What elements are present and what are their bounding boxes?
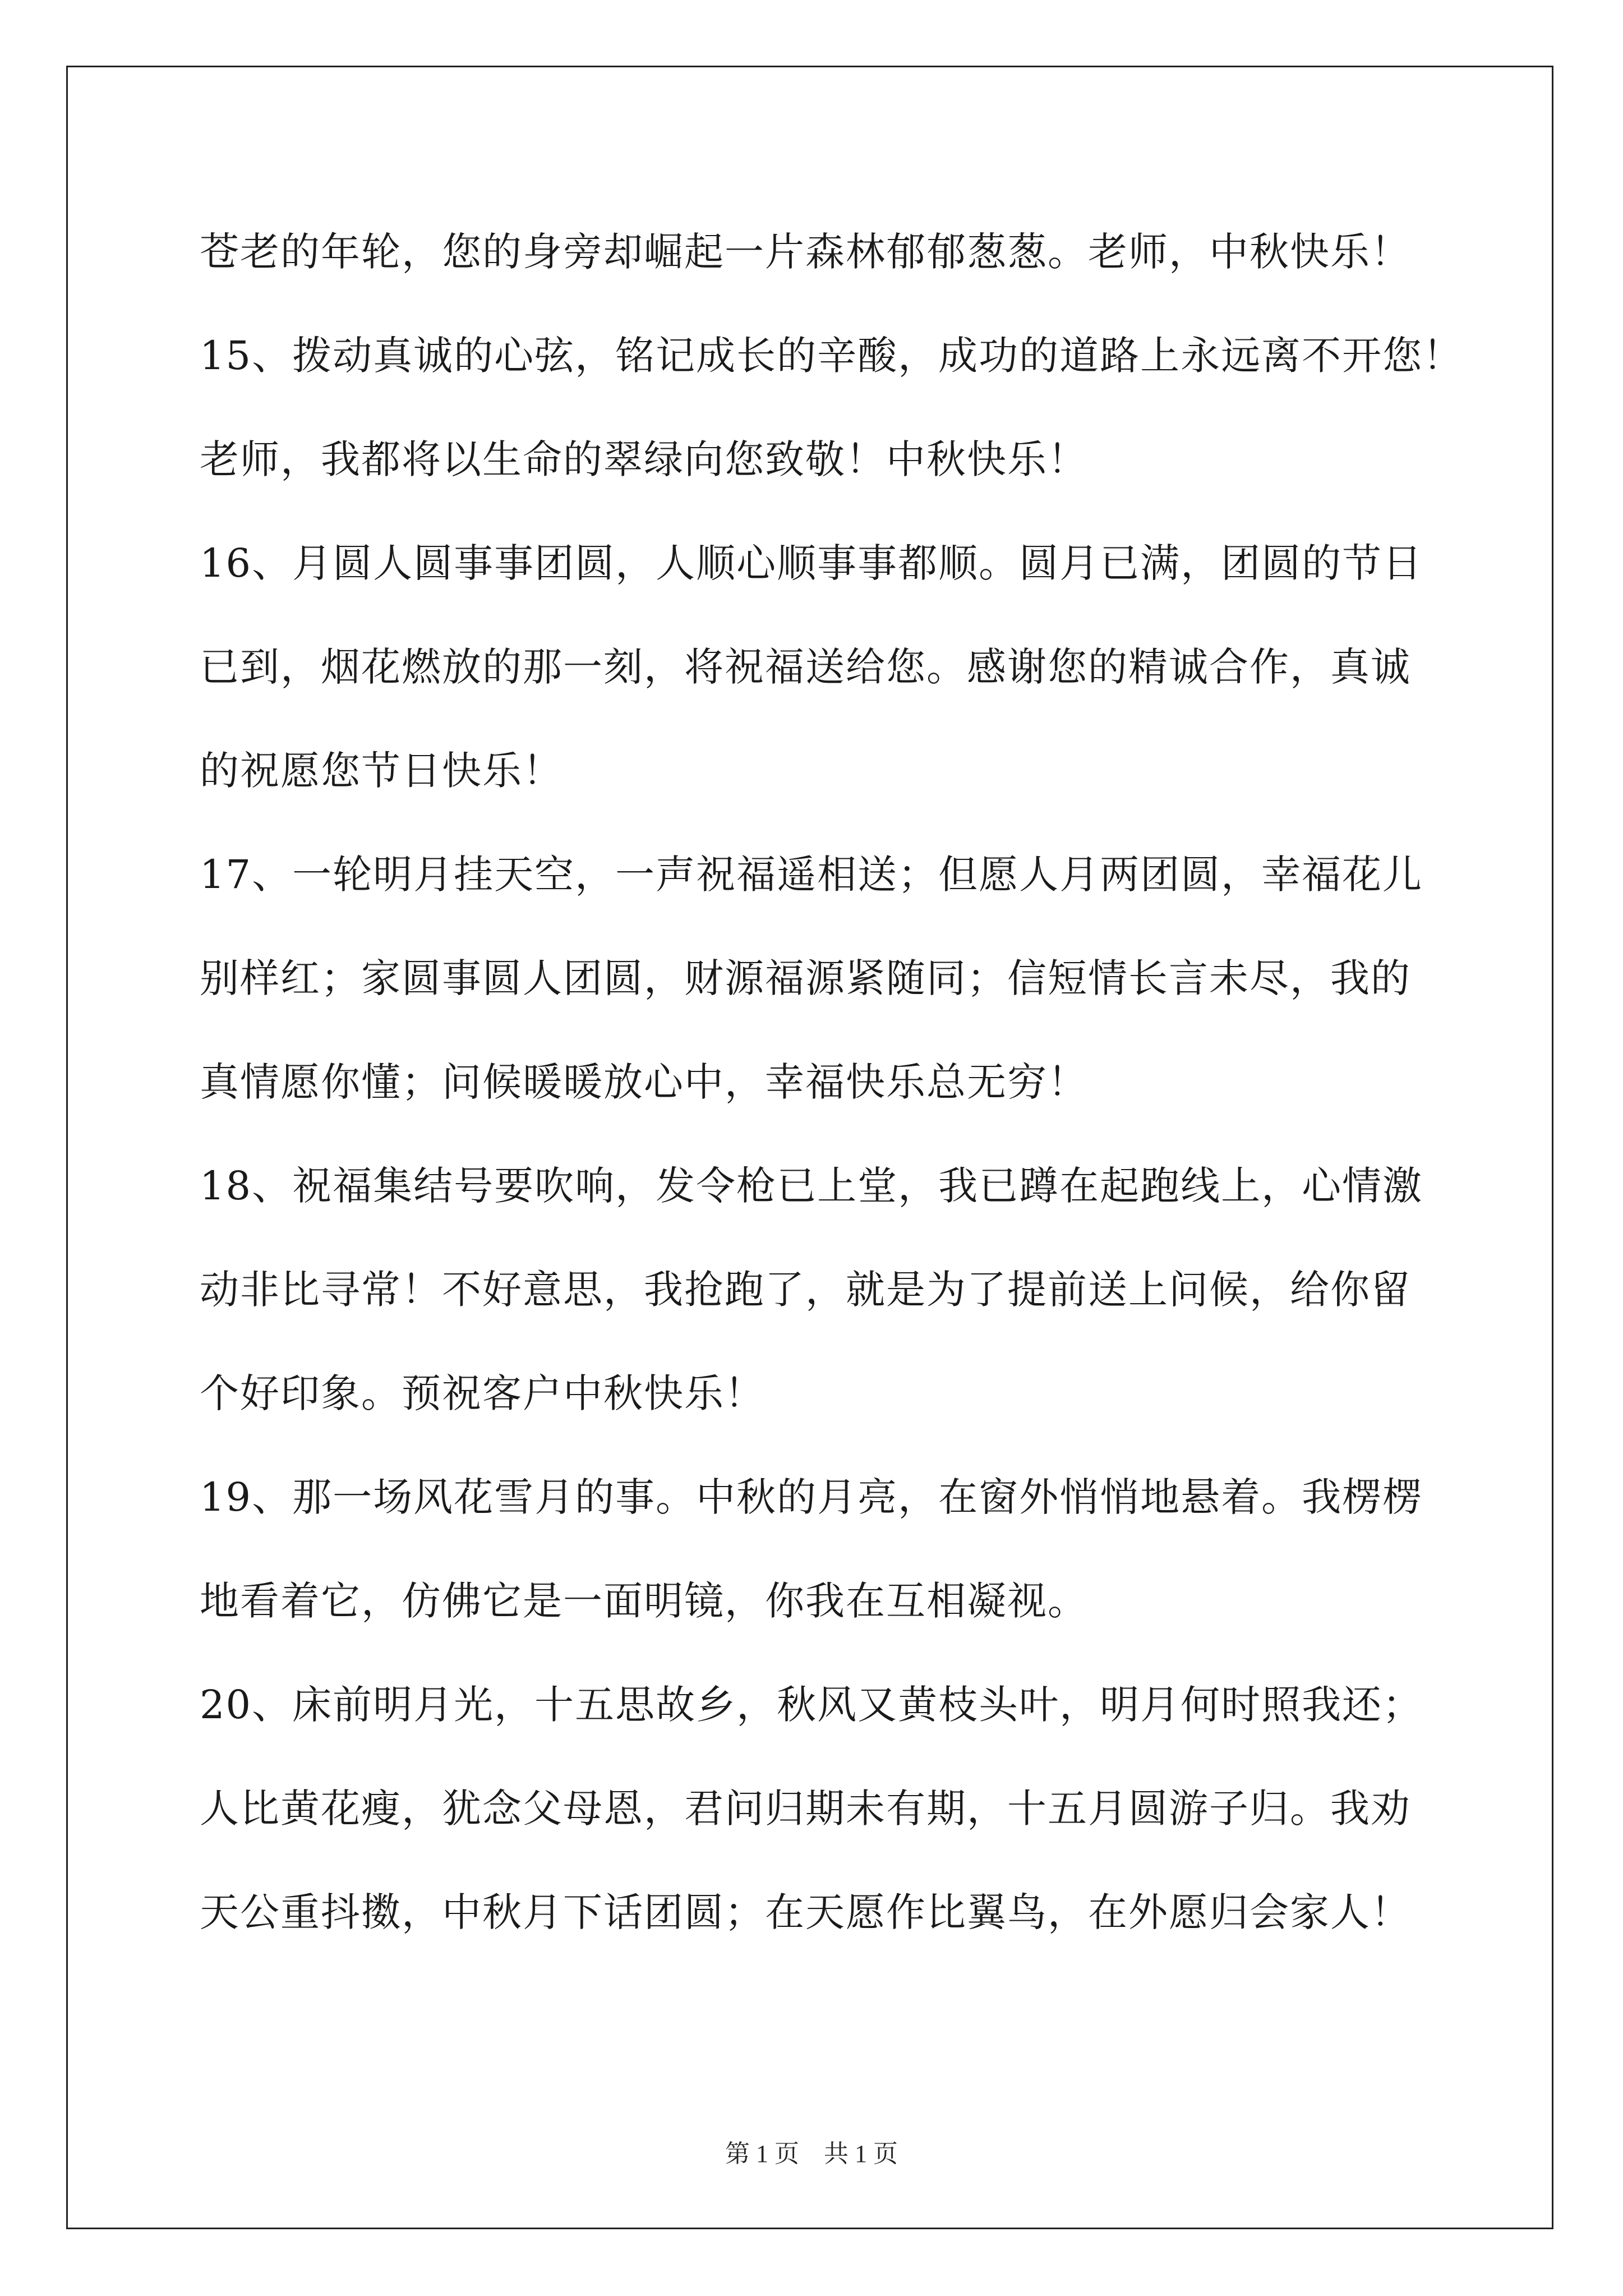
document-body — [200, 214, 1464, 1978]
text-line: 老师，我都将以生命的翠绿向您致敬！中秋快乐！ — [200, 436, 1088, 482]
page-number: 第 1 页 — [725, 2140, 799, 2168]
text-line: 天公重抖擞，中秋月下话团圆；在天愿作比翼鸟，在外愿归会家人！ — [200, 1889, 1411, 1935]
text-line: 真情愿你懂；问候暖暖放心中，幸福快乐总无穷！ — [200, 1059, 1088, 1105]
text-line: 20、床前明月光，十五思故乡，秋风又黄枝头叶，明月何时照我还； — [200, 1682, 1423, 1728]
page-total: 共 1 页 — [824, 2140, 898, 2168]
text-line: 15、拨动真诚的心弦，铭记成长的辛酸，成功的道路上永远离不开您！ — [200, 333, 1464, 379]
text-line: 已到，烟花燃放的那一刻，将祝福送给您。感谢您的精诚合作，真诚 — [200, 644, 1411, 690]
text-line: 人比黄花瘦，犹念父母恩，君问归期未有期，十五月圆游子归。我劝 — [200, 1786, 1411, 1832]
text-line: 16、月圆人圆事事团圆，人顺心顺事事都顺。圆月已满，团圆的节日 — [200, 540, 1423, 586]
text-line: 17、一轮明月挂天空，一声祝福遥相送；但愿人月两团圆，幸福花儿 — [200, 852, 1423, 898]
text-line: 地看着它，仿佛它是一面明镜，你我在互相凝视。 — [200, 1578, 1088, 1624]
text-line: 个好印象。预祝客户中秋快乐！ — [200, 1370, 765, 1416]
text-line: 苍老的年轮，您的身旁却崛起一片森林郁郁葱葱。老师，中秋快乐！ — [200, 229, 1411, 275]
text-line: 别样红；家圆事圆人团圆，财源福源紧随同；信短情长言未尽，我的 — [200, 955, 1411, 1001]
text-line: 19、那一场风花雪月的事。中秋的月亮，在窗外悄悄地悬着。我楞楞 — [200, 1474, 1423, 1520]
text-line: 18、祝福集结号要吹响，发令枪已上堂，我已蹲在起跑线上，心情激 — [200, 1163, 1423, 1209]
text-line: 动非比寻常！不好意思，我抢跑了，就是为了提前送上问候，给你留 — [200, 1267, 1411, 1313]
text-line: 的祝愿您节日快乐！ — [200, 748, 563, 794]
page-footer — [0, 2137, 1623, 2171]
